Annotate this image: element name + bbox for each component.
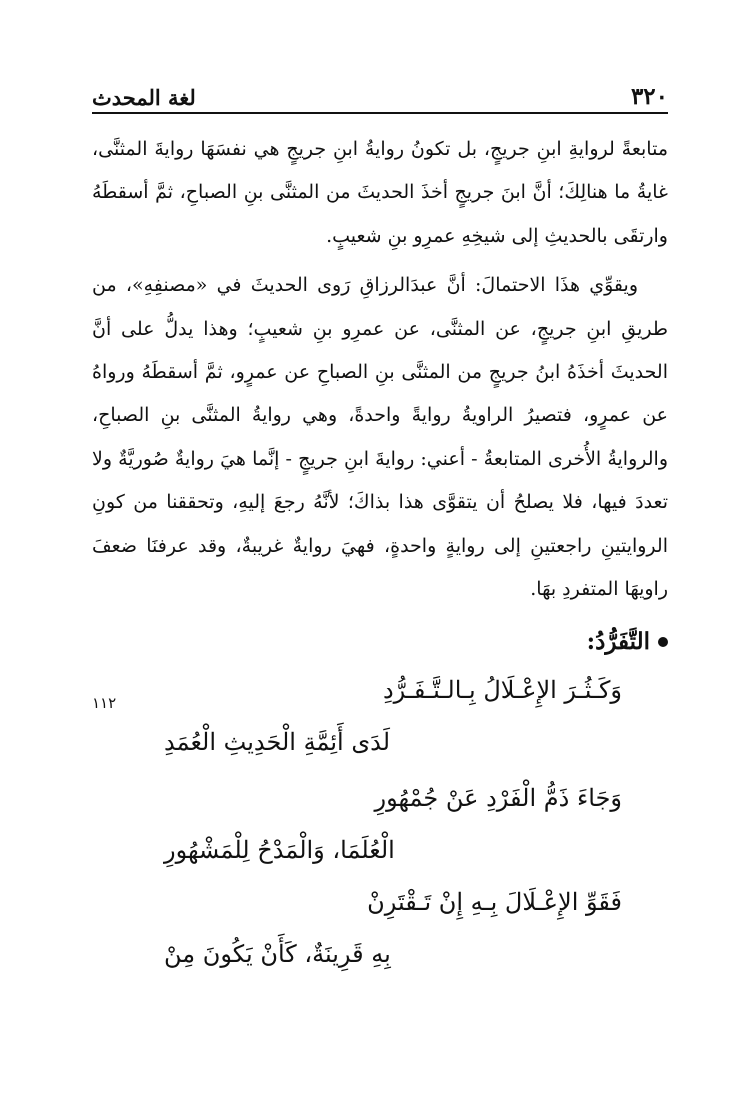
verse-line: الْعُلَمَا، وَالْمَدْحُ لِلْمَشْهُورِ xyxy=(164,836,395,864)
verse-line: لَدَى أَئِمَّةِ الْحَدِيثِ الْعُمَدِ xyxy=(164,728,391,756)
verse-line: وَكَـثُـرَ الإِعْـلَالُ بِـالـتَّـفَـرُّدِ xyxy=(382,676,622,704)
header-rule xyxy=(92,112,668,114)
paragraph: ويقوِّي هذَا الاحتمالَ: أنَّ عبدَالرزاقِ رَوى الحديثَ في «مصنفِهِ»، من طريقِ ابنِ جريجٍ، عن المثنَّى، عن عمرِو بنِ شعيبٍ؛ وهذا يدلُّ على أنَّ الحديثَ أخذَهُ ابنُ جريجٍ من المثنَّى بنِ الصباحِ عن عمرٍو، ثمَّ أسقطَهُ ورواهُ عن عمرٍو، فتصيرُ الراويةُ روايةً واحدةً، وهي روايةُ المثنَّى بنِ الصباحِ، والروايةُ الأُخرى المتابعةُ - أعني: روايةَ ابنِ جريجٍ - إنَّما هيَ روايةٌ صُوريَّةٌ ولا تعددَ فيها، فلا يصلحُ أن يتقوَّى هذا بذاكَ؛ لأنَّهُ رجعَ إليهِ، وتحققنا من كونِ الروايتينِ راجعتينِ إلى روايةٍ واحدةٍ، فهيَ روايةٌ غريبةٌ، وقد عرفنَا ضعفَ راويهَا المتفردِ بهَا. xyxy=(92,274,668,601)
page-number: ٣٢٠ xyxy=(630,83,668,110)
body-text xyxy=(92,128,668,611)
verse-line: فَقَوِّ الإِعْـلَالَ بِـهِ إِنْ تَـقْتَرِنْ xyxy=(367,888,622,916)
verse-line: بِهِ قَرِينَةٌ، كَأَنْ يَكُونَ مِنْ xyxy=(164,940,391,968)
verse-line: وَجَاءَ ذَمُّ الْفَرْدِ عَنْ جُمْهُورِ xyxy=(374,784,622,812)
section-heading xyxy=(587,628,668,655)
verse-number: ١١٢ xyxy=(92,694,117,712)
section-heading-text: التَّفَرُّدُ: xyxy=(586,628,650,655)
running-header xyxy=(92,60,668,110)
bullet-icon xyxy=(658,637,668,647)
paragraph: متابعةً لروايةِ ابنِ جريجٍ، بل تكونُ روايةُ ابنِ جريجٍ هي نفسَهَا روايةَ المثنَّى، غايةُ ما هنالِكَ؛ أنَّ ابنَ جريجٍ أخذَ الحديثَ من المثنَّى بنِ الصباحِ، ثمَّ أسقطَهُ وارتقَى بالحديثِ إلى شيخِهِ عمرِو بنِ شعيبٍ. xyxy=(92,138,668,247)
running-title: لغة المحدث xyxy=(92,85,196,110)
